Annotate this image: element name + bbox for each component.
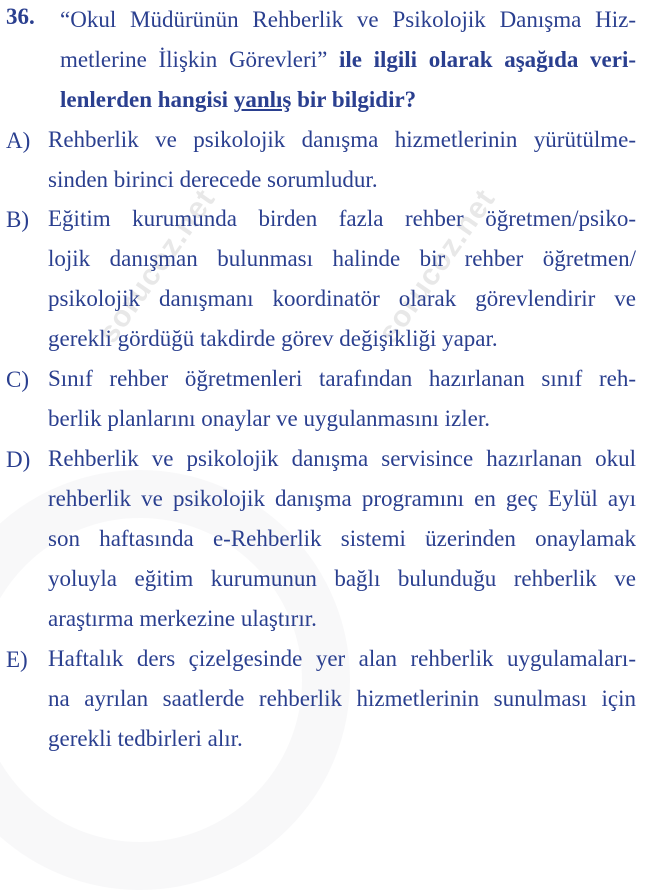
watermark-2: sorucoz.net <box>372 183 502 349</box>
question-line-3-bold-a: lenlerden hangisi <box>60 87 229 112</box>
question-line-2-normal: metlerine İlişkin Görevleri” <box>60 47 328 72</box>
question-keyword-underlined: yanlış <box>233 87 292 112</box>
option-e-line-3: gerekli tedbirleri alır. <box>48 726 243 751</box>
option-e-line-2: na ayrılan saatlerde rehberlik hizmetlerinin sunulması için <box>48 686 636 711</box>
option-b-line-2: lojik danışman bulunması halinde bir rehber öğretmen/ <box>48 246 636 271</box>
option-b-line-4: gerekli gördüğü takdirde görev değişikliği yapar. <box>48 326 498 351</box>
option-b-label: B) <box>6 207 29 232</box>
option-d-line-1: Rehberlik ve psikolojik danışma servisince hazırlanan okul <box>48 446 636 471</box>
option-d-label: D) <box>6 447 31 472</box>
option-e-label: E) <box>6 647 28 672</box>
question-number: 36. <box>6 4 35 29</box>
option-a-line-1: Rehberlik ve psikolojik danışma hizmetlerinin yürütülme- <box>48 127 636 152</box>
option-b-line-1: Eğitim kurumunda birden fazla rehber öğretmen/psiko- <box>48 206 636 231</box>
option-d-line-3: son haftasında e-Rehberlik sistemi üzerinden onaylamak <box>48 526 636 551</box>
question-line-2 <box>60 40 636 80</box>
question-line-2-bold: ile ilgili olarak aşağıda veri- <box>338 47 636 72</box>
option-c-line-1: Sınıf rehber öğretmenleri tarafından hazırlanan sınıf reh- <box>48 366 636 391</box>
option-e-line-1: Haftalık ders çizelgesinde yer alan rehberlik uygulamaları- <box>48 646 636 671</box>
option-a-line-2: sinden birinci derecede sorumludur. <box>48 167 378 192</box>
question-line-1-text: “Okul Müdürünün Rehberlik ve Psikolojik Danışma Hiz- <box>60 7 636 32</box>
option-d-line-4: yoluyla eğitim kurumunun bağlı bulunduğu rehberlik ve <box>48 566 636 591</box>
question-line-1 <box>60 0 636 40</box>
option-c-line-2: berlik planlarını onaylar ve uygulanmasını izler. <box>48 406 490 431</box>
watermark-1: sorucoz.net <box>92 183 222 349</box>
option-b-line-3: psikolojik danışmanı koordinatör olarak görevlendirir ve <box>48 286 636 311</box>
option-c-label: C) <box>6 367 29 392</box>
option-a-label: A) <box>6 128 31 153</box>
option-d-line-5: araştırma merkezine ulaştırır. <box>48 606 317 631</box>
question-line-3 <box>60 80 636 120</box>
question-line-3-bold-b: bir bilgidir? <box>297 87 417 112</box>
option-d-line-2: rehberlik ve psikolojik danışma programını en geç Eylül ayı <box>48 486 636 511</box>
